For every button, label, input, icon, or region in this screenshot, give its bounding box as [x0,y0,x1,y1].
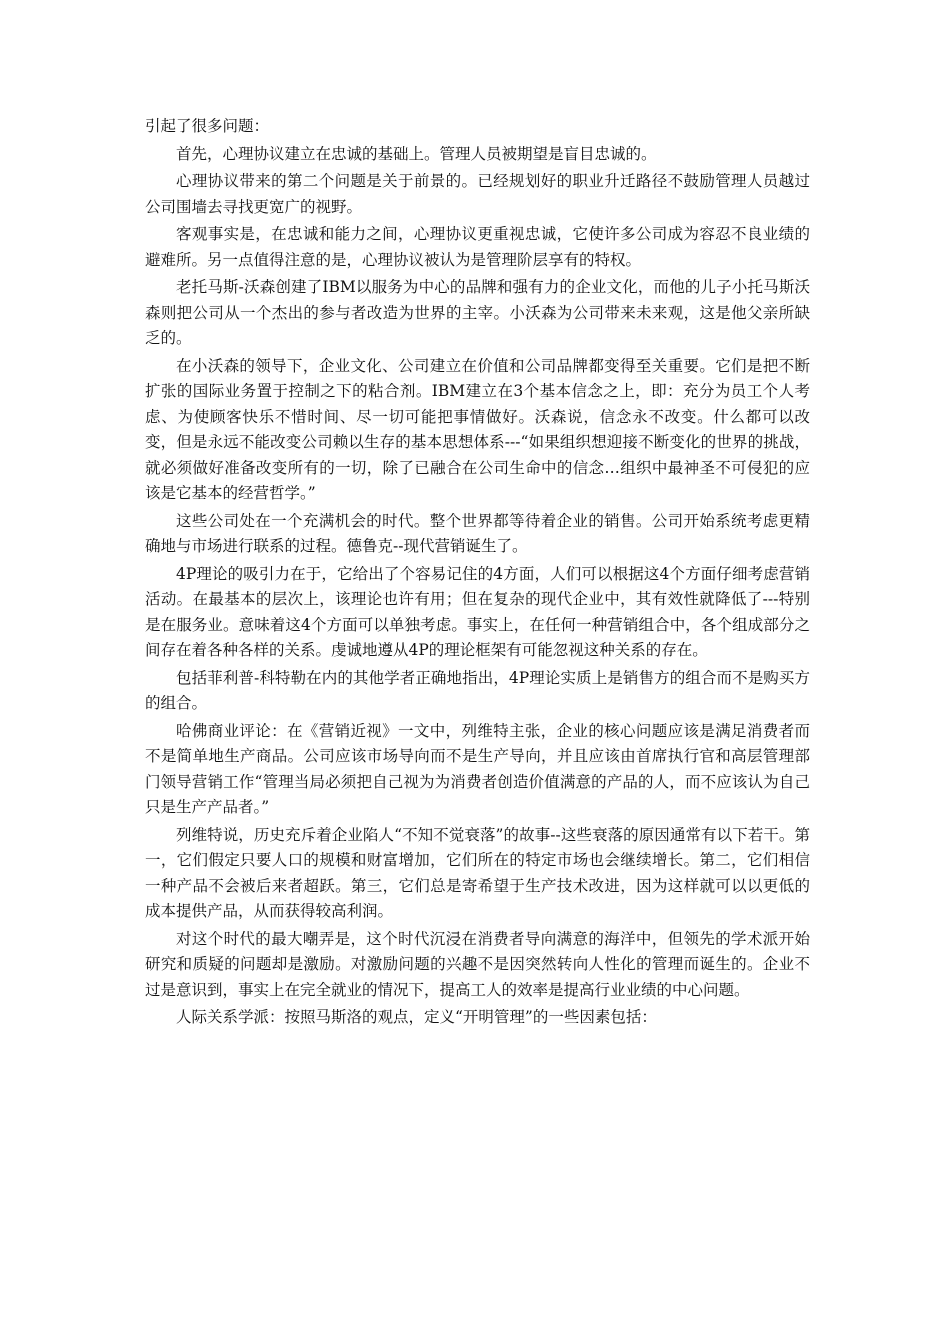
paragraph-1: 引起了很多问题： [145,117,270,135]
paragraph-5: 老托马斯-沃森创建了IBM以服务为中心的品牌和强有力的企业文化，而他的儿子小托马斯沃森则把公司从一个杰出的参与者改造为世界的主宰。小沃森为公司带来未来观，这是他父亲所缺乏的。 [145,278,810,347]
paragraph-2: 首先，心理协议建立在忠诚的基础上。管理人员被期望是盲目忠诚的。 [176,144,657,163]
paragraph-3: 心理协议带来的第二个问题是关于前景的。已经规划好的职业升迁路径不鼓励管理人员越过公司围墙去寻找更宽广的视野。 [145,172,810,216]
paragraph-6: 在小沃森的领导下，企业文化、公司建立在价值和公司品牌都变得至关重要。它们是把不断扩张的国际业务置于控制之下的粘合剂。IBM建立在3个基本信念之上，即：充分为员工个人考虑、为使顾客快乐不惜时间、尽一切可能把事情做好。沃森说，信念永不改变。什么都可以改变，但是永远不能改变公司赖以生存的基本思想体系---“如果组织想迎接不断变化的世界的挑战，就必须做好准备改变所有的一切，除了已融合在公司生命中的信念…组织中最神圣不可侵犯的应该是它基本的经营哲学。” [145,356,810,502]
paragraph-10: 哈佛商业评论：在《营销近视》一文中，列维特主张，企业的核心问题应该是满足消费者而不是简单地生产商品。公司应该市场导向而不是生产导向，并且应该由首席执行官和高层管理部门领导营销工作“管理当局必须把自己视为为消费者创造价值满意的产品的人，而不应该认为自己只是生产产品者。” [145,721,810,816]
paragraph-12: 对这个时代的最大嘲弄是，这个时代沉浸在消费者导向满意的海洋中，但领先的学术派开始研究和质疑的问题却是激励。对激励问题的兴趣不是因突然转向人性化的管理而诞生的。企业不过是意识到，事实上在完全就业的情况下，提高工人的效率是提高行业业绩的中心问题。 [145,929,810,999]
document-body [145,114,810,1033]
paragraph-7: 这些公司处在一个充满机会的时代。整个世界都等待着企业的销售。公司开始系统考虑更精确地与市场进行联系的过程。德鲁克--现代营销诞生了。 [145,511,810,555]
paragraph-4: 客观事实是，在忠诚和能力之间，心理协议更重视忠诚，它使许多公司成为容忍不良业绩的避难所。另一点值得注意的是，心理协议被认为是管理阶层享有的特权。 [145,225,810,269]
paragraph-11: 列维特说，历史充斥着企业陷人“不知不觉衰落”的故事--这些衰落的原因通常有以下若干。第一，它们假定只要人口的规模和财富增加，它们所在的特定市场也会继续增长。第二，它们相信一种产品不会被后来者超跃。第三，它们总是寄希望于生产技术改进，因为这样就可以以更低的成本提供产品，从而获得较高利润。 [145,825,810,920]
paragraph-9: 包括菲利普-科特勒在内的其他学者正确地指出，4P理论实质上是销售方的组合而不是购买方的组合。 [145,668,810,712]
paragraph-13: 人际关系学派：按照马斯洛的观点，定义“开明管理”的一些因素包括： [176,1008,657,1026]
paragraph-8: 4P理论的吸引力在于，它给出了个容易记住的4方面，人们可以根据这4个方面仔细考虑营销活动。在最基本的层次上，该理论也许有用；但在复杂的现代企业中，其有效性就降低了---特别是在服务业。意味着这4个方面可以单独考虑。事实上，在任何一种营销组合中，各个组成部分之间存在着各种各样的关系。虔诚地遵从4P的理论框架有可能忽视这种关系的存在。 [145,564,810,659]
